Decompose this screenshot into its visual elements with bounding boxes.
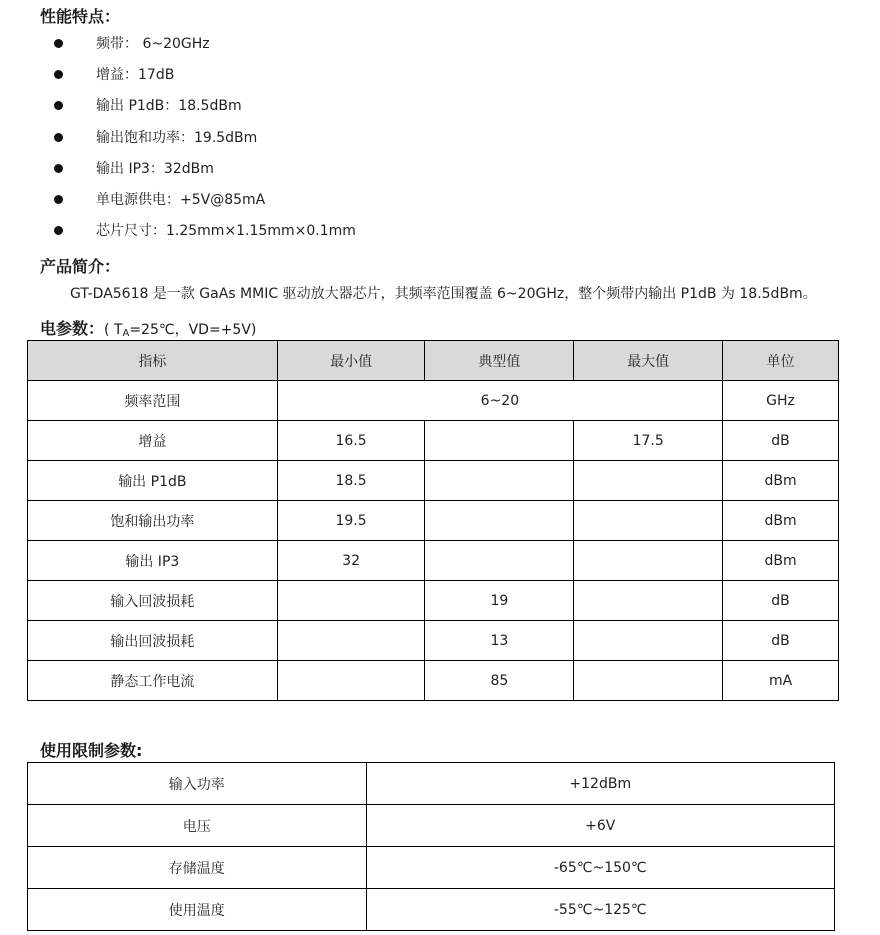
limits-table: [27, 762, 835, 931]
table-cell: [277, 621, 425, 661]
table-cell: 16.5: [277, 421, 425, 461]
table-header-cell: 最大值: [574, 341, 723, 381]
bullet-dot-icon: [54, 39, 63, 48]
bullet-dot-icon: [54, 70, 63, 79]
table-cell: dB: [723, 581, 839, 621]
table-cell: dBm: [723, 501, 839, 541]
limits-title: 使用限制参数:: [40, 741, 143, 760]
bullet-dot-icon: [54, 133, 63, 142]
table-row: [28, 847, 835, 889]
table-cell: dB: [723, 421, 839, 461]
feature-text: 输出饱和功率：19.5dBm: [96, 129, 258, 146]
table-cell: [425, 461, 574, 501]
table-cell: [574, 461, 723, 501]
feature-text: 芯片尺寸：1.25mm×1.15mm×0.1mm: [96, 223, 356, 240]
electrical-table: [27, 340, 839, 701]
feature-item: [0, 96, 600, 116]
table-cell: 存储温度: [28, 847, 367, 889]
table-row: [28, 461, 839, 501]
table-cell: 输出回波损耗: [28, 621, 278, 661]
table-cell: 增益: [28, 421, 278, 461]
feature-item: [0, 34, 600, 54]
feature-text: 增益：17dB: [96, 67, 175, 84]
table-cell: [425, 421, 574, 461]
table-row: [28, 763, 835, 805]
table-cell: +6V: [366, 805, 834, 847]
table-cell: 静态工作电流: [28, 661, 278, 701]
table-cell: 19.5: [277, 501, 425, 541]
table-cell: [574, 661, 723, 701]
feature-text: 输出 IP3：32dBm: [96, 160, 214, 177]
table-row: [28, 805, 835, 847]
table-cell: 输入回波损耗: [28, 581, 278, 621]
table-cell: 85: [425, 661, 574, 701]
table-cell: 电压: [28, 805, 367, 847]
table-cell: 17.5: [574, 421, 723, 461]
feature-item: [0, 190, 600, 210]
table-row: [28, 501, 839, 541]
bullet-dot-icon: [54, 226, 63, 235]
intro-text: GT-DA5618 是一款 GaAs MMIC 驱动放大器芯片，其频率范围覆盖 6~20GHz，整个频带内输出 P1dB 为 18.5dBm。: [70, 286, 817, 302]
table-cell: 使用温度: [28, 889, 367, 931]
feature-text: 单电源供电：+5V@85mA: [96, 192, 266, 208]
table-cell: [277, 661, 425, 701]
feature-item: [0, 128, 600, 148]
table-cell: dBm: [723, 541, 839, 581]
table-cell: 6~20: [277, 381, 722, 421]
table-cell: 输出 P1dB: [28, 461, 278, 501]
intro-title: 产品简介：: [40, 257, 121, 276]
table-header-cell: 典型值: [425, 341, 574, 381]
table-cell: GHz: [723, 381, 839, 421]
table-cell: 频率范围: [28, 381, 278, 421]
table-cell: [574, 581, 723, 621]
table-cell: [574, 621, 723, 661]
bullet-dot-icon: [54, 164, 63, 173]
table-cell: dB: [723, 621, 839, 661]
table-cell: mA: [723, 661, 839, 701]
table-cell: [574, 541, 723, 581]
table-cell: 19: [425, 581, 574, 621]
table-row: [28, 421, 839, 461]
feature-text: 输出 P1dB：18.5dBm: [96, 98, 242, 115]
table-cell: [277, 581, 425, 621]
table-cell: 输出 IP3: [28, 541, 278, 581]
table-row: [28, 541, 839, 581]
features-title: 性能特点：: [40, 7, 121, 26]
table-cell: [574, 501, 723, 541]
feature-text: 频带： 6~20GHz: [96, 36, 210, 52]
feature-item: [0, 221, 600, 241]
table-cell: 13: [425, 621, 574, 661]
table-header-row: [28, 341, 839, 381]
table-header-cell: 指标: [28, 341, 278, 381]
table-row: [28, 381, 839, 421]
table-row: [28, 581, 839, 621]
table-cell: 输入功率: [28, 763, 367, 805]
table-cell: [425, 541, 574, 581]
table-cell: 32: [277, 541, 425, 581]
table-cell: 18.5: [277, 461, 425, 501]
feature-item: [0, 159, 600, 179]
table-cell: -55℃~125℃: [366, 889, 834, 931]
table-header-cell: 单位: [723, 341, 839, 381]
table-row: [28, 889, 835, 931]
electrical-title: [40, 316, 256, 339]
table-header-cell: 最小值: [277, 341, 425, 381]
bullet-dot-icon: [54, 101, 63, 110]
feature-item: [0, 65, 600, 85]
table-cell: [425, 501, 574, 541]
electrical-title-text: 电参数：: [40, 319, 105, 338]
bullet-dot-icon: [54, 195, 63, 204]
table-cell: +12dBm: [366, 763, 834, 805]
electrical-conditions: ( $T_A=25℃$，VD=+5V): [104, 322, 257, 339]
table-cell: 饱和输出功率: [28, 501, 278, 541]
table-row: [28, 621, 839, 661]
table-cell: dBm: [723, 461, 839, 501]
table-row: [28, 661, 839, 701]
table-cell: -65℃~150℃: [366, 847, 834, 889]
